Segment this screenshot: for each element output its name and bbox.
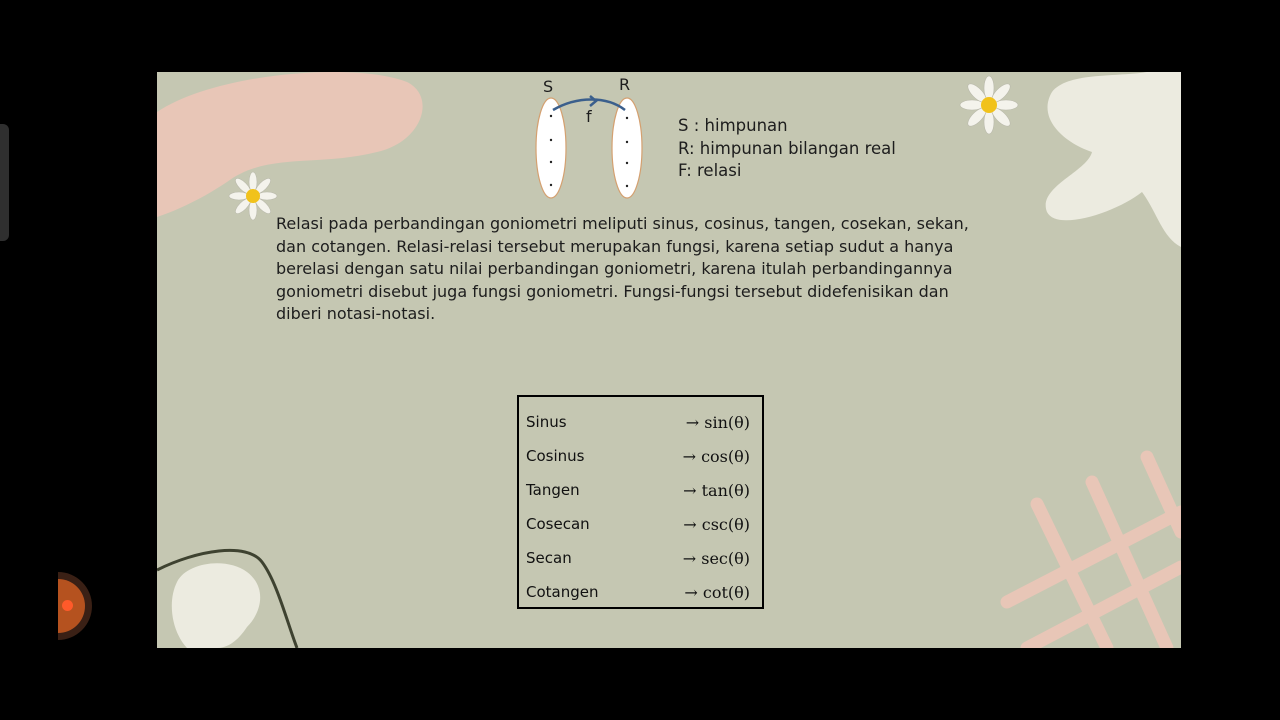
function-notation: → tan(θ) — [683, 480, 750, 500]
function-name: Cosecan — [526, 515, 590, 533]
daisy-flower-icon — [229, 172, 277, 220]
set-s-label: S — [543, 77, 554, 96]
record-dot-icon — [62, 600, 73, 611]
table-row — [526, 405, 750, 439]
legend-item: S : himpunan — [678, 116, 788, 135]
function-notation: → sec(θ) — [682, 548, 750, 568]
presentation-slide — [157, 72, 1181, 648]
paragraph-line: berelasi dengan satu nilai perbandingan goniometri, karena itulah perbandingannya — [276, 259, 953, 278]
legend-item: F: relasi — [678, 161, 742, 180]
paragraph-line: dan cotangen. Relasi-relasi tersebut merupakan fungsi, karena setiap sudut a hanya — [276, 236, 954, 256]
set-r-oval — [612, 98, 642, 198]
legend-item: R: himpunan bilangan real — [678, 138, 896, 158]
description-paragraph — [276, 213, 1016, 326]
table-row — [526, 473, 750, 507]
table-row — [526, 507, 750, 541]
side-panel-handle[interactable] — [0, 124, 9, 241]
paragraph-line: goniometri disebut juga fungsi goniometri. Fungsi-fungsi tersebut didefenisikan dan — [276, 281, 949, 301]
cream-stone-decoration — [172, 563, 260, 648]
function-notation: → sin(θ) — [685, 412, 750, 432]
screen-record-button[interactable] — [58, 572, 94, 640]
function-notation: → csc(θ) — [683, 514, 750, 534]
table-row — [526, 439, 750, 473]
paragraph-line: diberi notasi-notasi. — [276, 304, 436, 323]
table-row — [526, 541, 750, 575]
functions-table — [517, 395, 764, 609]
function-name: Secan — [526, 549, 572, 567]
pink-blob-decoration — [157, 72, 423, 217]
paragraph-line: Relasi pada perbandingan goniometri meliputi sinus, cosinus, tangen, cosekan, sekan, — [276, 214, 969, 233]
function-name: Cotangen — [526, 583, 599, 601]
function-name: Sinus — [526, 413, 567, 431]
daisy-flower-icon — [960, 76, 1018, 134]
function-name: Tangen — [526, 481, 580, 499]
function-notation: → cos(θ) — [682, 446, 750, 466]
set-r-label: R — [619, 75, 631, 94]
cream-blob-decoration — [1046, 72, 1181, 247]
table-row — [526, 575, 750, 609]
set-s-oval — [536, 98, 566, 198]
function-name: Cosinus — [526, 447, 585, 465]
function-notation: → cot(θ) — [684, 582, 750, 602]
pink-grid-decoration — [1007, 457, 1181, 648]
function-f-label: f — [586, 107, 592, 126]
set-legend — [678, 115, 896, 183]
arrow-head-icon — [590, 96, 596, 106]
